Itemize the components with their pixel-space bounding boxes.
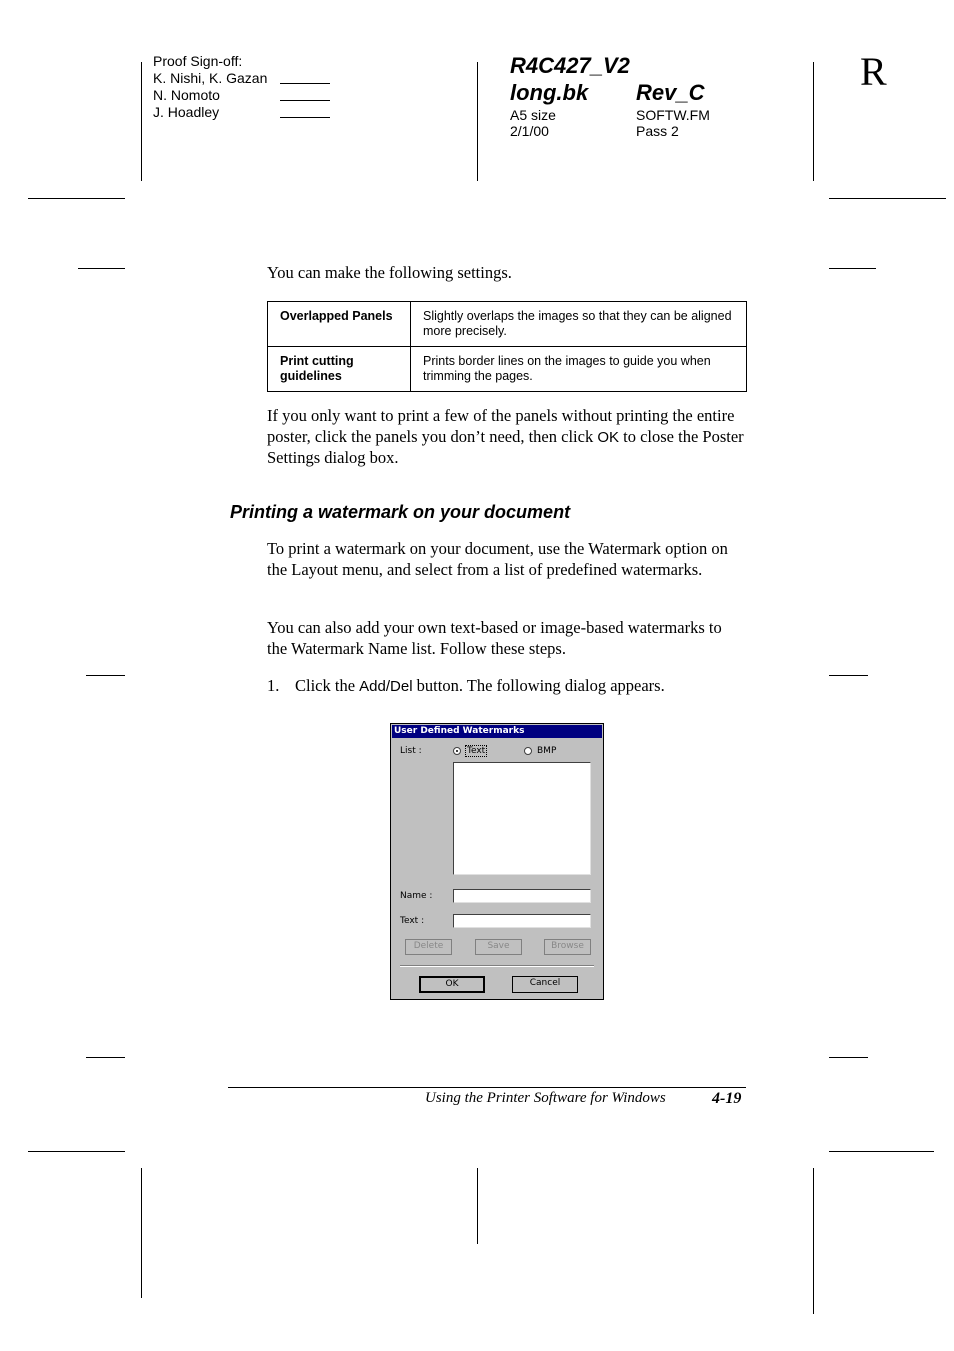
table-row xyxy=(268,347,747,392)
name-label: Name : xyxy=(400,891,433,901)
bmp-radio[interactable] xyxy=(524,747,532,755)
crop-mark xyxy=(829,1057,868,1058)
crop-mark xyxy=(477,62,478,181)
footer-section-title: Using the Printer Software for Windows xyxy=(425,1090,666,1106)
crop-mark xyxy=(141,62,142,181)
setting-description: Prints border lines on the images to guide you when trimming the pages. xyxy=(411,347,747,392)
ok-button[interactable]: OK xyxy=(419,976,485,993)
crop-mark xyxy=(813,1168,814,1314)
signoff-name-text: J. Hoadley xyxy=(153,104,220,120)
proof-signoff xyxy=(153,53,267,121)
doc-date: 2/1/00 xyxy=(510,123,549,139)
watermark-paragraph: You can also add your own text-based or image-based watermarks to the Watermark Name list. Follow these steps. xyxy=(267,618,722,658)
doc-code-line1: R4C427_V2 xyxy=(510,53,630,78)
dialog-title: User Defined Watermarks xyxy=(392,725,602,738)
add-del-term: Add/Del xyxy=(359,678,413,695)
paper-size: A5 size xyxy=(510,107,556,123)
settings-table xyxy=(267,301,747,392)
step-text-start: Click the xyxy=(295,676,360,695)
signoff-blank xyxy=(280,100,330,101)
crop-mark xyxy=(78,268,125,269)
crop-mark xyxy=(829,198,946,199)
footer-rule xyxy=(228,1087,746,1088)
signoff-title: Proof Sign-off: xyxy=(153,53,243,69)
crop-mark xyxy=(86,675,125,676)
setting-description: Slightly overlaps the images so that they can be aligned more precisely. xyxy=(411,302,747,347)
table-row xyxy=(268,302,747,347)
text-label: Text : xyxy=(400,916,425,926)
step-text xyxy=(295,676,665,698)
crop-mark xyxy=(141,1168,142,1298)
name-input[interactable] xyxy=(453,889,591,903)
signoff-name xyxy=(153,87,267,104)
setting-term: Overlapped Panels xyxy=(268,302,411,347)
section-heading: Printing a watermark on your document xyxy=(230,502,571,522)
crop-mark xyxy=(813,62,814,181)
crop-mark xyxy=(829,1151,934,1152)
crop-mark xyxy=(28,198,125,199)
panels-text: If you only want to print a few of the panels without printing the entire poster, click the panels you don’t need, then click xyxy=(267,406,735,446)
text-input[interactable] xyxy=(453,914,591,928)
file-name: SOFTW.FM xyxy=(636,107,710,123)
corner-letter: R xyxy=(860,49,887,94)
save-button[interactable]: Save xyxy=(475,939,522,955)
panels-paragraph xyxy=(267,406,749,469)
dialog-separator xyxy=(400,965,594,967)
watermark-list[interactable] xyxy=(453,762,591,875)
step-number: 1. xyxy=(267,676,280,695)
browse-button[interactable]: Browse xyxy=(544,939,591,955)
signoff-name xyxy=(153,104,267,121)
signoff-name xyxy=(153,70,267,87)
delete-button[interactable]: Delete xyxy=(405,939,452,955)
watermark-paragraph: To print a watermark on your document, use the Watermark option on the Layout menu, and select from a list of predefined watermarks. xyxy=(267,539,728,579)
text-radio-label[interactable]: Text xyxy=(467,746,486,756)
page-number: 4-19 xyxy=(712,1090,742,1107)
user-defined-watermarks-dialog xyxy=(390,723,604,1000)
cancel-button[interactable]: Cancel xyxy=(512,976,578,993)
crop-mark xyxy=(86,1057,125,1058)
crop-mark xyxy=(829,675,868,676)
setting-term: Print cutting guidelines xyxy=(268,347,411,392)
doc-code-line2: long.bk xyxy=(510,80,589,105)
text-radio[interactable] xyxy=(453,747,461,755)
ok-term: OK xyxy=(597,428,620,446)
list-label: List : xyxy=(400,746,422,756)
bmp-radio-label[interactable]: BMP xyxy=(537,746,557,756)
crop-mark xyxy=(829,268,876,269)
step-text-end: button. The following dialog appears. xyxy=(412,676,665,695)
panels-text-end: to close the Poster Settings dialog box. xyxy=(267,426,744,467)
crop-mark xyxy=(28,1151,125,1152)
pass-number: Pass 2 xyxy=(636,123,679,139)
signoff-name-text: N. Nomoto xyxy=(153,87,220,103)
signoff-blank xyxy=(280,117,330,118)
signoff-blank xyxy=(280,83,330,84)
intro-text: You can make the following settings. xyxy=(267,263,512,282)
signoff-name-text: K. Nishi, K. Gazan xyxy=(153,70,268,86)
revision: Rev_C xyxy=(636,80,705,105)
crop-mark xyxy=(477,1168,478,1244)
